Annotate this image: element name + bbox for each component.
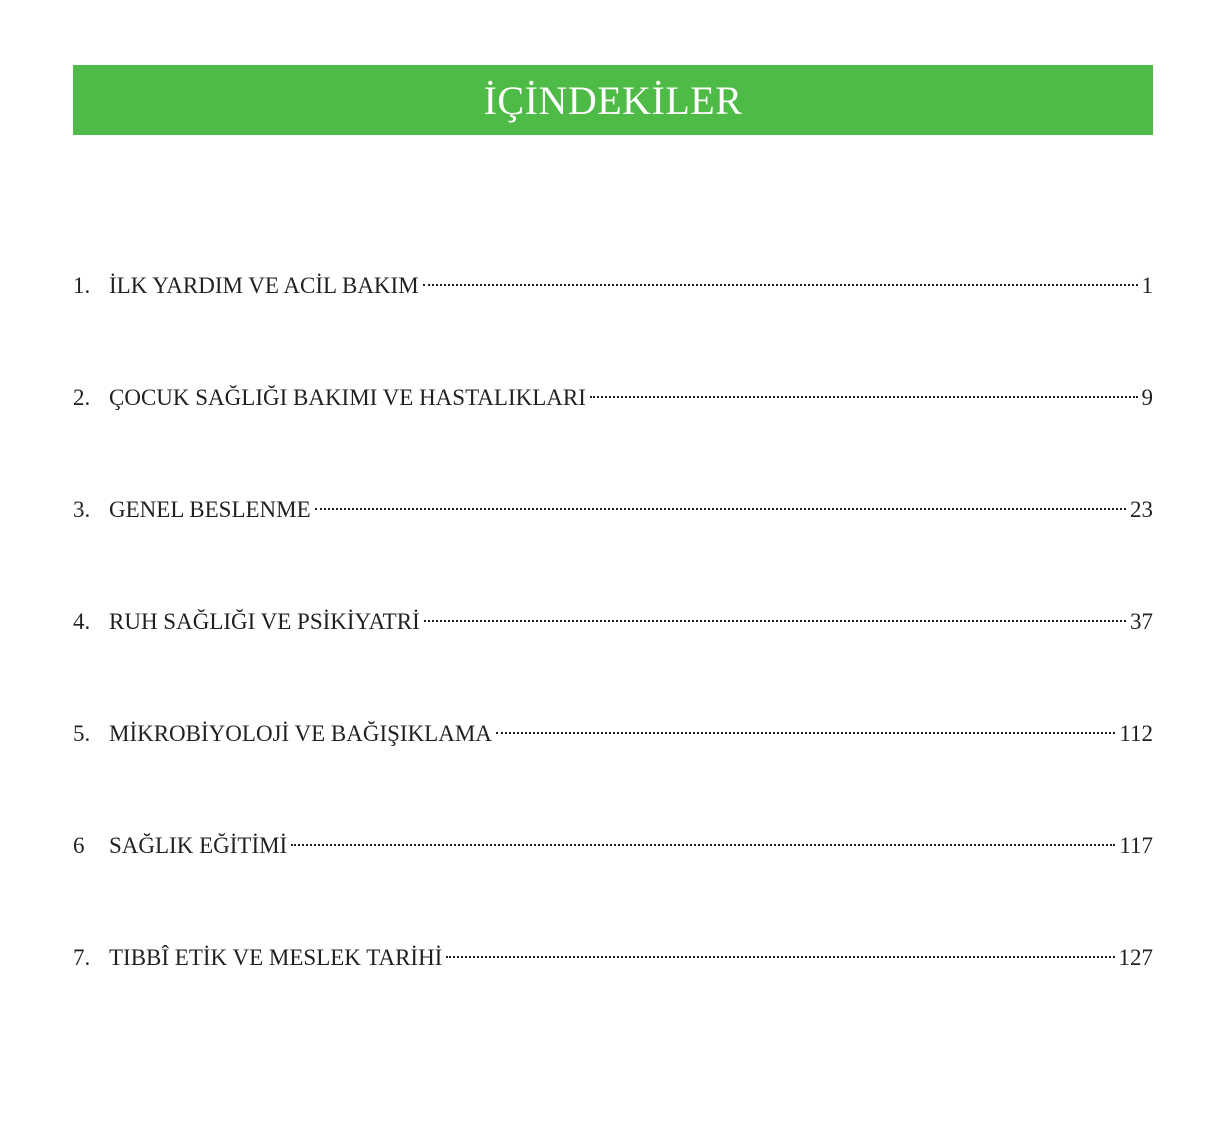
toc-entry-number: 2. xyxy=(73,385,91,410)
toc-entry-title: TIBBÎ ETİK VE MESLEK TARİHİ xyxy=(109,945,443,970)
toc-entry-title: MİKROBİYOLOJİ VE BAĞIŞIKLAMA xyxy=(109,721,492,746)
page-title: İÇİNDEKİLER xyxy=(483,78,743,123)
toc-entry-number: 7. xyxy=(73,945,91,970)
dot-leader xyxy=(496,711,1115,741)
toc-entry-page: 9 xyxy=(1141,385,1153,410)
toc-entry-page: 1 xyxy=(1141,273,1153,298)
toc-entry-cocuk-sagligi[interactable] xyxy=(73,375,1153,410)
toc-entry-title: ÇOCUK SAĞLIĞI BAKIMI VE HASTALIKLARI xyxy=(109,385,586,410)
toc-entry-saglik-egitimi[interactable] xyxy=(73,823,1153,858)
toc-entry-number: 4. xyxy=(73,609,91,634)
toc-entry-page: 127 xyxy=(1118,945,1153,970)
toc-entry-title: İLK YARDIM VE ACİL BAKIM xyxy=(109,273,419,298)
dot-leader xyxy=(315,487,1126,517)
toc-entry-number: 1. xyxy=(73,273,91,298)
toc-entry-title: SAĞLIK EĞİTİMİ xyxy=(109,833,288,858)
toc-entry-number: 5. xyxy=(73,721,91,746)
toc-entry-page: 112 xyxy=(1119,721,1153,746)
toc-entry-number: 6 xyxy=(73,833,85,858)
toc-entry-title: GENEL BESLENME xyxy=(109,497,311,522)
dot-leader xyxy=(590,375,1138,405)
toc-entry-mikrobiyoloji[interactable] xyxy=(73,711,1153,746)
toc-entry-number: 3. xyxy=(73,497,91,522)
dot-leader xyxy=(424,599,1126,629)
dot-leader xyxy=(291,823,1115,853)
dot-leader xyxy=(446,935,1114,965)
toc-entry-page: 117 xyxy=(1119,833,1153,858)
toc-entry-page: 23 xyxy=(1130,497,1153,522)
toc-entry-ilk-yardim[interactable] xyxy=(73,263,1153,298)
toc-entry-ruh-sagligi[interactable] xyxy=(73,599,1153,634)
toc-entry-tibbi-etik[interactable] xyxy=(73,935,1153,970)
toc-entry-title: RUH SAĞLIĞI VE PSİKİYATRİ xyxy=(109,609,420,634)
toc-entry-genel-beslenme[interactable] xyxy=(73,487,1153,522)
toc-entry-page: 37 xyxy=(1130,609,1153,634)
dot-leader xyxy=(423,263,1138,293)
title-banner xyxy=(73,65,1153,135)
